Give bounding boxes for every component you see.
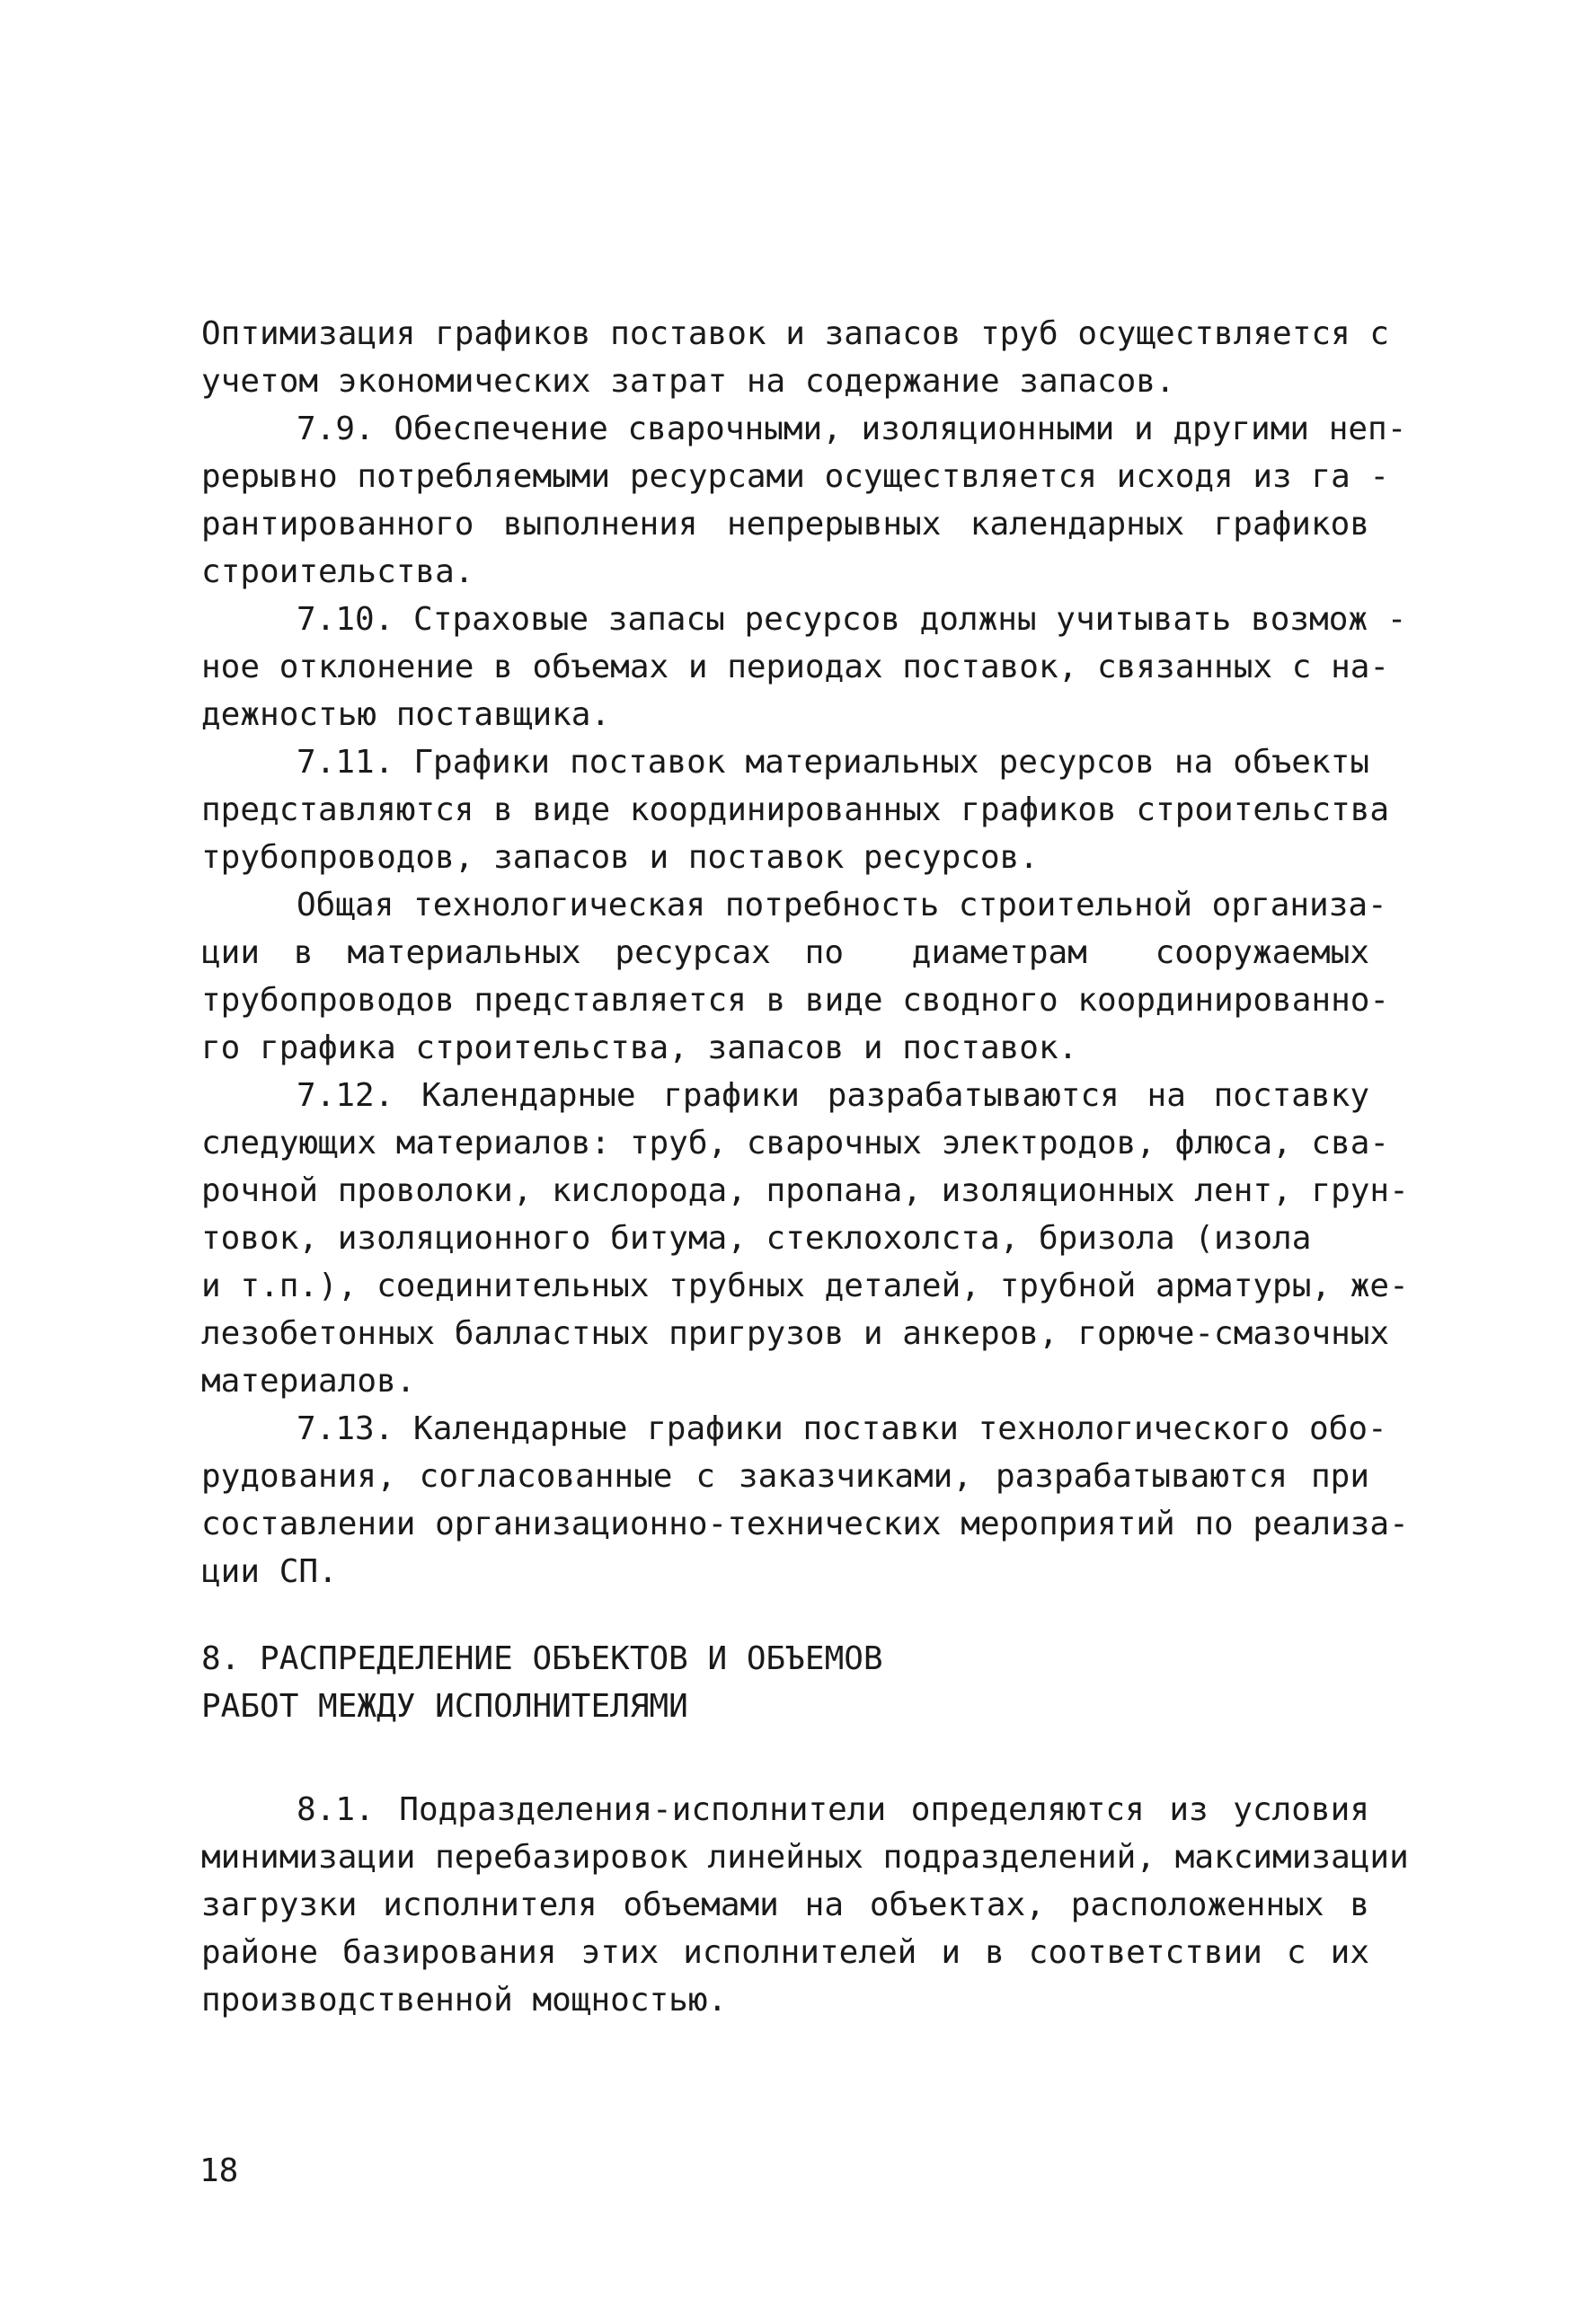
text-line: ное отклонение в объемах и периодах поставок, связанных с на-: [201, 649, 1390, 685]
section-heading-line: РАБОТ МЕЖДУ ИСПОЛНИТЕЛЯМИ: [201, 1688, 688, 1725]
text-line: товок, изоляционного битума, стеклохолста, бризола (изола: [201, 1220, 1312, 1257]
body-text: [201, 310, 1409, 2024]
text-line: загрузки исполнителя объемами на объектах, расположенных в: [201, 1887, 1369, 1923]
text-line: ции СП.: [201, 1553, 338, 1590]
text-line: 7.12. Календарные графики разрабатываются на поставку: [297, 1077, 1369, 1114]
text-line: материалов.: [201, 1363, 416, 1400]
text-line: 7.10. Страховые запасы ресурсов должны учитывать возмож -: [297, 601, 1407, 638]
paragraph-7-10: [201, 596, 1407, 738]
spacer: [201, 1595, 1369, 1635]
text-line: дежностью поставщика.: [201, 696, 611, 733]
paragraph-8-1: [201, 1786, 1409, 2024]
text-line: рерывно потребляемыми ресурсами осуществляется исходя из га -: [201, 458, 1390, 495]
text-line: составлении организационно-технических мероприятий по реализа-: [201, 1506, 1409, 1542]
text-line: 7.11. Графики поставок материальных ресурсов на объекты: [297, 744, 1369, 781]
text-line: районе базирования этих исполнителей и в соответствии с их: [201, 1934, 1369, 1971]
section-heading: [201, 1635, 1369, 1730]
text-line: учетом экономических затрат на содержание запасов.: [201, 363, 1175, 400]
paragraph-7-12: [201, 1072, 1409, 1405]
text-line: рудования, согласованные с заказчиками, разрабатываются при: [201, 1458, 1369, 1495]
page-number: 18: [199, 2152, 239, 2189]
text-line: строительства.: [201, 553, 474, 590]
spacer: [201, 1730, 1369, 1786]
text-line: Оптимизация графиков поставок и запасов труб осуществляется с: [201, 315, 1390, 352]
text-line: 7.9. Обеспечение сварочными, изоляционными и другими неп-: [297, 411, 1407, 447]
text-line: 8.1. Подразделения-исполнители определяются из условия: [297, 1791, 1369, 1828]
text-line: производственной мощностью.: [201, 1982, 728, 2019]
text-line: минимизации перебазировок линейных подразделений, максимизации: [201, 1839, 1409, 1876]
paragraph-general-need: [201, 881, 1390, 1072]
text-line: представляются в виде координированных графиков строительства: [201, 791, 1390, 828]
text-line: Общая технологическая потребность строительной организа-: [297, 887, 1387, 923]
text-line: 7.13. Календарные графики поставки технологического обо-: [297, 1410, 1387, 1447]
text-line: ции в материальных ресурсах по диаметрам сооружаемых: [201, 934, 1369, 971]
text-line: и т.п.), соединительных трубных деталей, трубной арматуры, же-: [201, 1268, 1409, 1304]
text-line: трубопроводов представляется в виде сводного координированно-: [201, 982, 1390, 1019]
text-line: лезобетонных балластных пригрузов и анкеров, горюче-смазочных: [201, 1315, 1390, 1352]
text-line: рантированного выполнения непрерывных календарных графиков: [201, 506, 1369, 543]
paragraph-pipe-optimization: [201, 310, 1390, 405]
paragraph-7-11: [201, 738, 1390, 881]
text-line: следующих материалов: труб, сварочных электродов, флюса, сва-: [201, 1125, 1390, 1162]
text-line: го графика строительства, запасов и поставок.: [201, 1029, 1078, 1066]
text-line: рочной проволоки, кислорода, пропана, изоляционных лент, грун-: [201, 1172, 1409, 1209]
paragraph-7-9: [201, 405, 1407, 596]
section-heading-line: 8. РАСПРЕДЕЛЕНИЕ ОБЪЕКТОВ И ОБЪЕМОВ: [201, 1640, 883, 1677]
text-line: трубопроводов, запасов и поставок ресурсов.: [201, 839, 1039, 876]
paragraph-7-13: [201, 1405, 1409, 1595]
